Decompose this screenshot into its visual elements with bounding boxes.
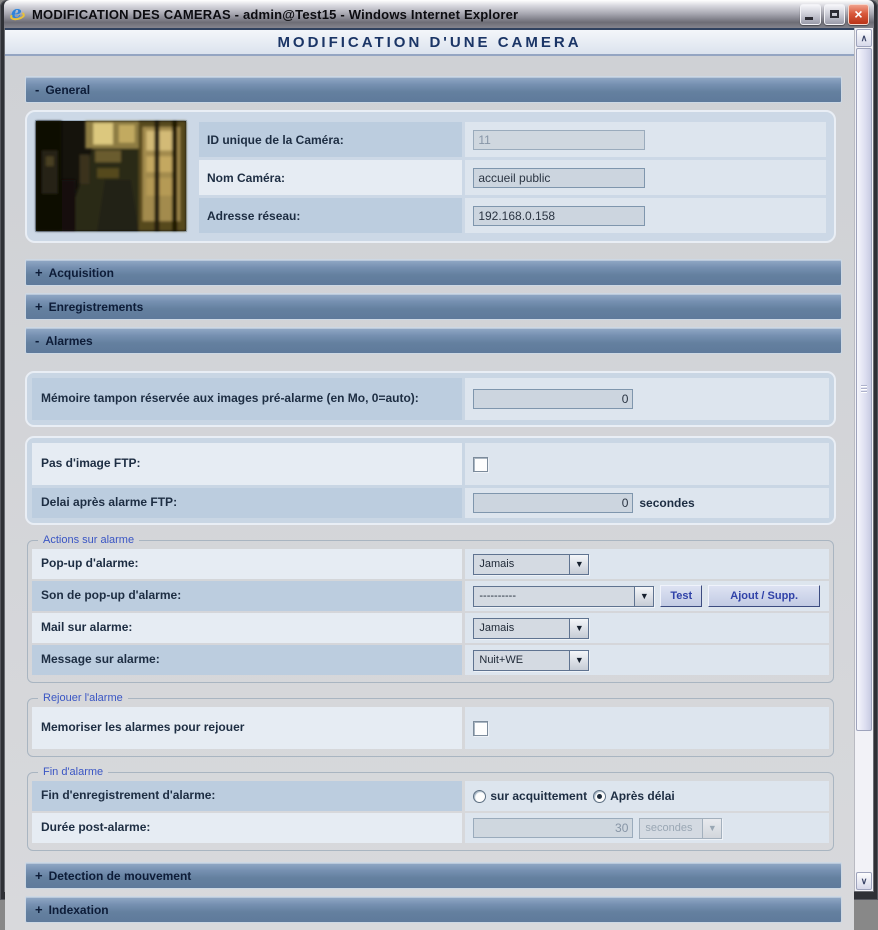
chevron-down-icon: ▼: [569, 619, 588, 638]
title-bar[interactable]: [4, 0, 874, 28]
message-alarme-select[interactable]: Nuit+WE ▼: [473, 650, 589, 671]
expand-icon: +: [35, 265, 43, 280]
network-address-label: Adresse réseau:: [199, 198, 462, 233]
actions-legend: Actions sur alarme: [43, 534, 135, 546]
memoriser-alarmes-checkbox[interactable]: [473, 721, 488, 736]
chevron-down-icon: ▼: [634, 587, 653, 606]
expand-icon: +: [35, 902, 43, 917]
row-memoriser-alarmes: [32, 707, 829, 749]
collapse-icon: -: [35, 82, 40, 97]
browser-client-area: [4, 28, 874, 917]
radio-sur-acquittement[interactable]: sur acquittement: [473, 789, 587, 803]
general-panel: [25, 110, 836, 243]
general-fields: [199, 120, 826, 233]
duree-unit-select: secondes ▼: [639, 818, 722, 839]
mail-alarme-select[interactable]: Jamais ▼: [473, 618, 589, 639]
maximize-icon: [830, 10, 839, 18]
collapse-icon: -: [35, 333, 40, 348]
chevron-up-icon: ∧: [860, 32, 868, 43]
scroll-down-button[interactable]: [856, 872, 872, 890]
camera-id-field: [473, 130, 645, 150]
section-header-enregistrements[interactable]: + Enregistrements: [25, 293, 842, 320]
chevron-down-icon: ∨: [860, 875, 868, 886]
internet-explorer-icon: e: [10, 6, 27, 23]
mail-alarme-label: Mail sur alarme:: [32, 613, 462, 643]
section-header-acquisition[interactable]: + Acquisition: [25, 259, 842, 286]
delai-ftp-unit: secondes: [639, 496, 695, 510]
section-header-general[interactable]: - General: [25, 76, 842, 103]
alarmes-panel: [25, 361, 842, 862]
duree-post-alarme-field: [473, 818, 633, 838]
row-fin-enregistrement: [32, 781, 829, 811]
row-mail-alarme: [32, 613, 829, 643]
section-header-alarmes[interactable]: - Alarmes: [25, 327, 842, 354]
camera-id-label: ID unique de la Caméra:: [199, 122, 462, 157]
vertical-scrollbar[interactable]: [854, 28, 873, 891]
row-duree-post-alarme: [32, 813, 829, 843]
window-title: MODIFICATION DES CAMERAS - admin@Test15 - Windows Internet Explorer: [32, 6, 519, 22]
fin-legend: Fin d'alarme: [43, 766, 104, 778]
row-message-alarme: [32, 645, 829, 675]
delai-ftp-field[interactable]: [473, 493, 633, 513]
fieldset-fin-alarme: [27, 766, 834, 851]
pas-image-ftp-checkbox[interactable]: [473, 457, 488, 472]
test-sound-button[interactable]: Test: [660, 585, 702, 607]
network-address-field[interactable]: [473, 206, 645, 226]
radio-selected-icon: [593, 790, 606, 803]
memoire-tampon-field[interactable]: [473, 389, 633, 409]
camera-name-label: Nom Caméra:: [199, 160, 462, 195]
camera-name-field[interactable]: [473, 168, 645, 188]
pas-image-ftp-label: Pas d'image FTP:: [32, 443, 462, 485]
expand-icon: +: [35, 868, 43, 883]
scrollbar-thumb[interactable]: [856, 48, 872, 731]
popup-alarme-label: Pop-up d'alarme:: [32, 549, 462, 579]
page-banner: [5, 30, 854, 56]
row-camera-id: [199, 122, 826, 157]
fieldset-actions-sur-alarme: [27, 534, 834, 683]
chevron-down-icon: ▼: [569, 651, 588, 670]
duree-post-alarme-label: Durée post-alarme:: [32, 813, 462, 843]
radio-icon: [473, 790, 486, 803]
form-body: [5, 56, 854, 930]
minimize-icon: [805, 17, 813, 20]
son-popup-label: Son de pop-up d'alarme:: [32, 581, 462, 611]
memoriser-alarmes-label: Memoriser les alarmes pour rejouer: [32, 707, 462, 749]
row-pas-image-ftp: [32, 443, 829, 485]
thumb-grip-icon: [861, 385, 867, 394]
scrollbar-track[interactable]: [855, 48, 873, 891]
delai-ftp-label: Delai après alarme FTP:: [32, 488, 462, 518]
ajout-supp-button[interactable]: Ajout / Supp.: [708, 585, 820, 607]
row-delai-ftp: [32, 488, 829, 518]
memoire-tampon-label: Mémoire tampon réservée aux images pré-alarme (en Mo, 0=auto):: [32, 378, 462, 420]
chevron-down-icon: ▼: [569, 555, 588, 574]
maximize-button[interactable]: [824, 4, 845, 25]
popup-alarme-select[interactable]: Jamais ▼: [473, 554, 589, 575]
row-camera-name: [199, 160, 826, 195]
scroll-up-button[interactable]: [856, 29, 872, 47]
camera-preview-image: [35, 120, 187, 232]
rejouer-legend: Rejouer l'alarme: [43, 692, 123, 704]
son-popup-select[interactable]: ---------- ▼: [473, 586, 654, 607]
page-content: [5, 28, 854, 917]
page-title: MODIFICATION D'UNE CAMERA: [277, 34, 582, 51]
section-header-detection[interactable]: + Detection de mouvement: [25, 862, 842, 889]
message-alarme-label: Message sur alarme:: [32, 645, 462, 675]
close-button[interactable]: ×: [848, 4, 869, 25]
row-memoire-tampon: [32, 378, 829, 420]
row-network-address: [199, 198, 826, 233]
radio-apres-delai[interactable]: Après délai: [593, 789, 675, 803]
fieldset-rejouer-alarme: [27, 692, 834, 757]
minimize-button[interactable]: [800, 4, 821, 25]
fin-enregistrement-label: Fin d'enregistrement d'alarme:: [32, 781, 462, 811]
group-memoire: [25, 371, 836, 427]
expand-icon: +: [35, 299, 43, 314]
row-son-popup: [32, 581, 829, 611]
section-header-indexation[interactable]: + Indexation: [25, 896, 842, 923]
chevron-down-icon: ▼: [702, 819, 721, 838]
group-ftp: [25, 436, 836, 525]
row-popup-alarme: [32, 549, 829, 579]
